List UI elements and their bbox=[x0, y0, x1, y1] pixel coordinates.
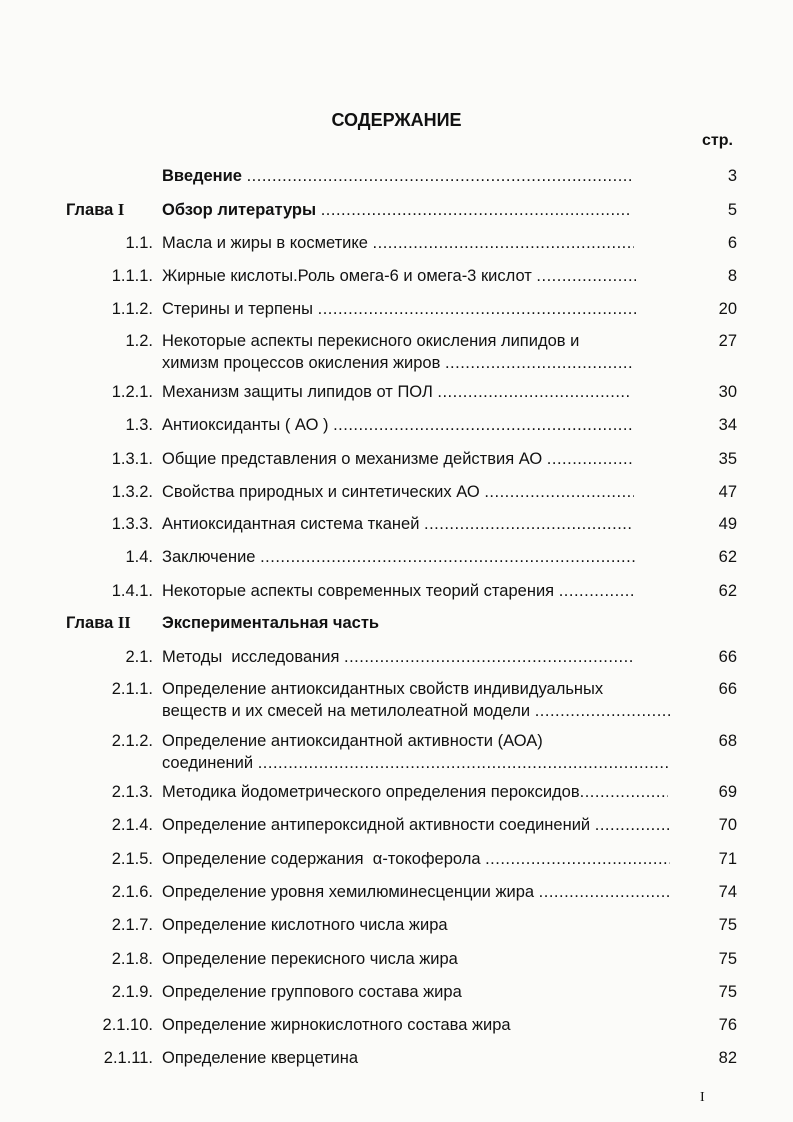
toc-entry-number: 1.3. bbox=[125, 416, 153, 434]
toc-entry-title: Определение группового состава жира bbox=[162, 983, 462, 1001]
toc-entry-page: 71 bbox=[718, 850, 737, 868]
toc-entry-page: 74 bbox=[718, 883, 737, 901]
toc-entry-page: 82 bbox=[718, 1049, 737, 1067]
toc-entry-title: Определение антипероксидной активности соединений bbox=[162, 816, 591, 834]
toc-entry-page: 76 bbox=[718, 1016, 737, 1034]
chapter-label: Глава I bbox=[66, 200, 125, 219]
toc-entry-page: 47 bbox=[718, 483, 737, 501]
page-title: СОДЕРЖАНИЕ bbox=[331, 110, 462, 130]
toc-entry-page: 30 bbox=[718, 383, 737, 401]
toc-entry-number: 2.1.1. bbox=[111, 680, 153, 698]
toc-entry-page: 6 bbox=[727, 234, 737, 252]
toc-entry-title: Введение bbox=[162, 167, 242, 185]
toc-entry-page: 34 bbox=[718, 416, 737, 434]
toc-entry-number: 2.1.9. bbox=[111, 983, 153, 1001]
toc-entry-title: Определение антиоксидантной активности (АОА) bbox=[162, 732, 543, 750]
toc-entry-page: 75 bbox=[718, 950, 737, 968]
toc-entry-page: 8 bbox=[727, 267, 737, 285]
toc-entry-number: 2.1.2. bbox=[111, 732, 153, 750]
toc-entry-title: Общие представления о механизме действия АО bbox=[162, 450, 543, 468]
toc-entry-number: 1.1. bbox=[125, 234, 153, 252]
toc-entry-number: 1.1.2. bbox=[111, 300, 153, 318]
toc-entry-number: 2.1.7. bbox=[111, 916, 153, 934]
toc-entry-title: Масла и жиры в косметике bbox=[162, 234, 368, 252]
toc-entry-title: Определение кверцетина bbox=[162, 1049, 359, 1067]
toc-entry-page: 20 bbox=[718, 300, 737, 318]
toc-entry-page: 66 bbox=[718, 680, 737, 698]
toc-entry-number: 2.1.3. bbox=[111, 783, 153, 801]
toc-entry-title: Механизм защиты липидов от ПОЛ bbox=[162, 383, 433, 401]
toc-entry-page: 62 bbox=[718, 548, 737, 566]
toc-entry-title: Некоторые аспекты перекисного окисления липидов и bbox=[162, 332, 580, 350]
toc-entry-number: 1.4. bbox=[125, 548, 153, 566]
toc-entry-title: Экспериментальная часть bbox=[162, 614, 380, 632]
toc-entry-title: Антиоксидантная система тканей bbox=[162, 515, 420, 533]
toc-entry-page: 3 bbox=[727, 167, 737, 185]
toc-entry-title-cont: химизм процессов окисления жиров bbox=[162, 354, 441, 372]
toc-entry-number: 2.1. bbox=[125, 648, 153, 666]
toc-entry-number: 2.1.6. bbox=[111, 883, 153, 901]
toc-entry-title-cont: веществ и их смесей на метилолеатной модели bbox=[162, 702, 531, 720]
toc-entry-title: Определение жирнокислотного состава жира bbox=[162, 1016, 511, 1034]
toc-entry-title: Антиоксиданты ( АО ) bbox=[162, 416, 329, 434]
page-number: I bbox=[700, 1090, 705, 1105]
toc-entry-page: 35 bbox=[718, 450, 737, 468]
toc-entry-title-cont: соединений bbox=[162, 754, 254, 772]
toc-entry-title: Методика йодометрического определения пероксидов bbox=[162, 783, 580, 801]
toc-entry-number: 2.1.8. bbox=[111, 950, 153, 968]
toc-entry-number: 1.3.3. bbox=[111, 515, 153, 533]
toc-entry-title: Заключение bbox=[162, 548, 256, 566]
toc-entry-title: Определение содержания α-токоферола bbox=[162, 850, 481, 868]
toc-entry-title: Определение кислотного числа жира bbox=[162, 916, 448, 934]
toc-entry-page: 27 bbox=[718, 332, 737, 350]
toc-entry-title: Определение перекисного числа жира bbox=[162, 950, 458, 968]
toc-entry-title: Определение антиоксидантных свойств индивидуальных bbox=[162, 680, 604, 698]
toc-entry-number: 1.4.1. bbox=[111, 582, 153, 600]
toc-entry-number: 1.3.2. bbox=[111, 483, 153, 501]
toc-entry-title: Свойства природных и синтетических АО bbox=[162, 483, 480, 501]
toc-entry-page: 62 bbox=[718, 582, 737, 600]
chapter-label: Глава II bbox=[66, 613, 131, 632]
toc-entry-number: 1.2.1. bbox=[111, 383, 153, 401]
toc-entry-number: 1.3.1. bbox=[111, 450, 153, 468]
toc-entry-page: 49 bbox=[718, 515, 737, 533]
toc-entry-number: 2.1.5. bbox=[111, 850, 153, 868]
toc-entry-number: 2.1.4. bbox=[111, 816, 153, 834]
toc-entry-number: 2.1.10. bbox=[102, 1016, 153, 1034]
toc-entry-page: 70 bbox=[718, 816, 737, 834]
page-column-label: стр. bbox=[702, 132, 733, 149]
toc-entry-page: 69 bbox=[718, 783, 737, 801]
toc-entry-title: Жирные кислоты.Роль омега-6 и омега-3 кислот bbox=[162, 267, 532, 285]
toc-entry-number: 1.1.1. bbox=[111, 267, 153, 285]
toc-entry-title: Методы исследования bbox=[162, 648, 340, 666]
toc-entry-title: Некоторые аспекты современных теорий старения bbox=[162, 582, 555, 600]
toc-entry-page: 75 bbox=[718, 983, 737, 1001]
toc-entry-number: 1.2. bbox=[125, 332, 153, 350]
toc-entry-title: Стерины и терпены bbox=[162, 300, 314, 318]
toc-entry-page: 66 bbox=[718, 648, 737, 666]
toc-entry-page: 5 bbox=[727, 201, 737, 219]
toc-entry-title: Обзор литературы bbox=[162, 201, 317, 219]
toc-entry-page: 75 bbox=[718, 916, 737, 934]
toc-entry-number: 2.1.11. bbox=[103, 1049, 153, 1067]
toc-entry-title: Определение уровня хемилюминесценции жира bbox=[162, 883, 535, 901]
toc-entry-page: 68 bbox=[718, 732, 737, 750]
